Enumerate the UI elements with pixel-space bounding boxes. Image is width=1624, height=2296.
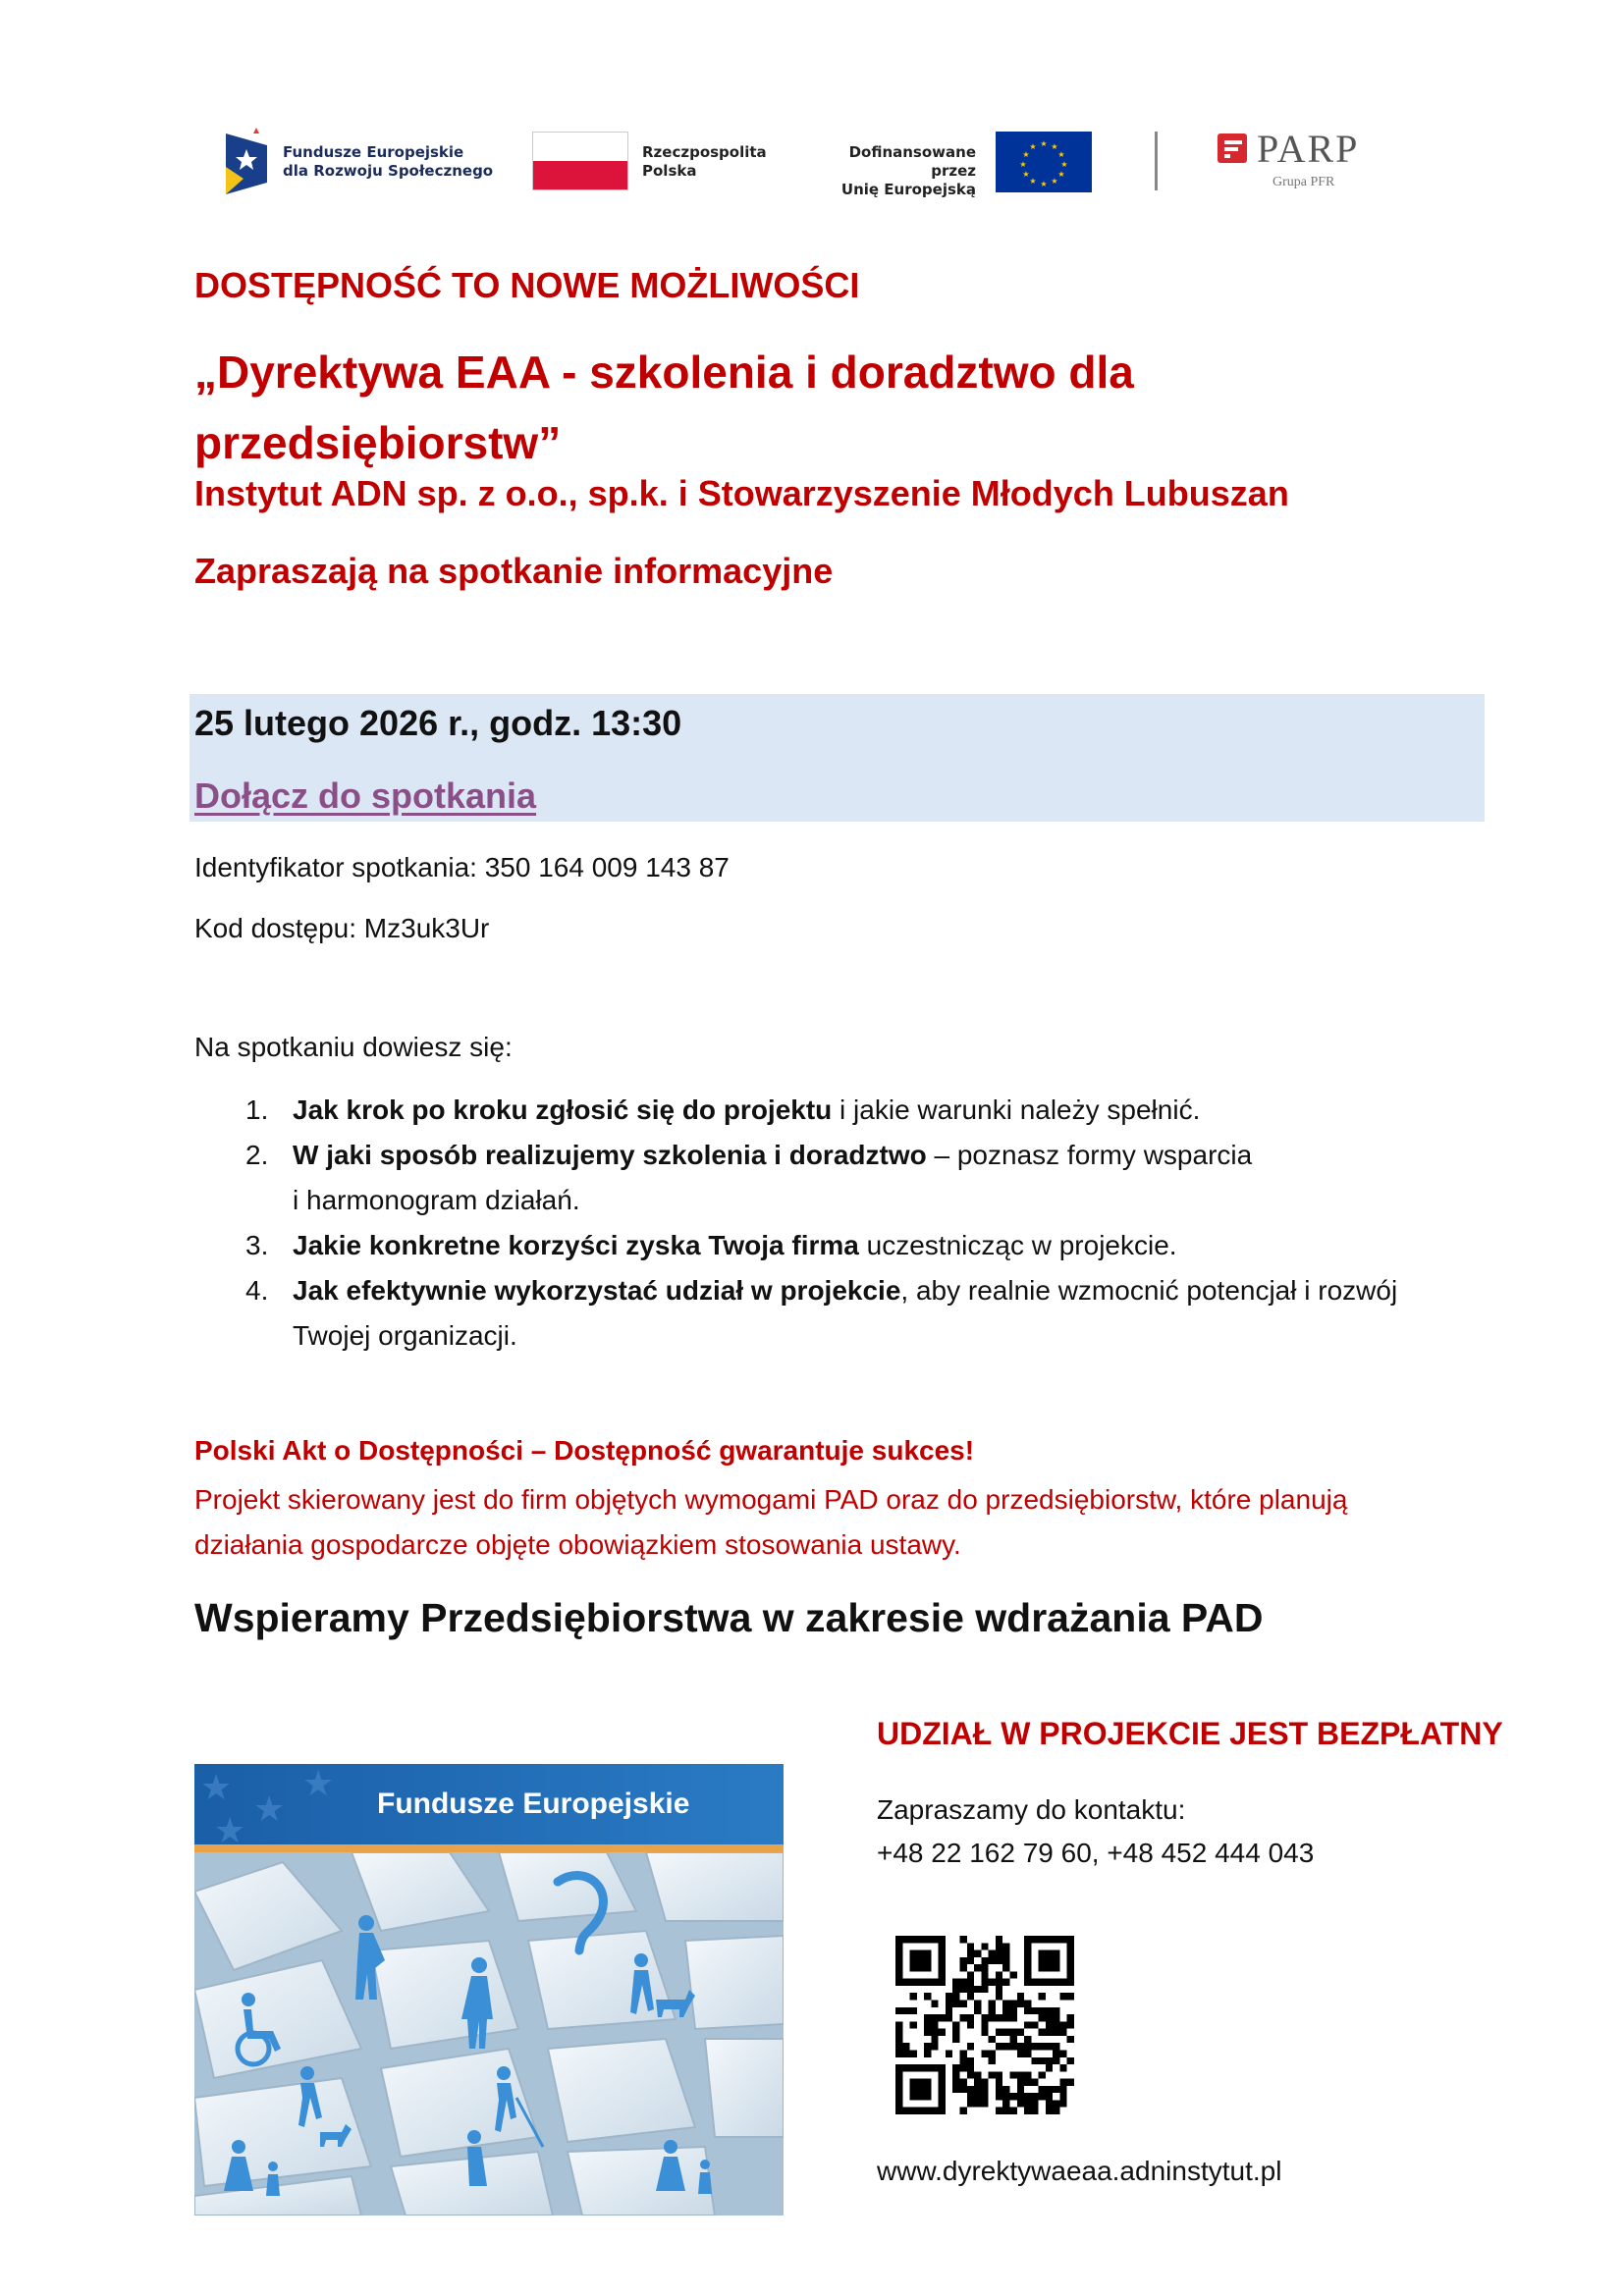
organizers: Instytut ADN sp. z o.o., sp.k. i Stowarzyszenie Młodych Lubuszan (194, 473, 1289, 513)
eu-flag-icon (996, 132, 1092, 192)
list-item-text: uczestnicząc w projekcie. (858, 1230, 1177, 1260)
list-item-bold: Jak efektywnie wykorzystać udział w projekcie (293, 1275, 901, 1306)
parp-mark-icon (1216, 132, 1249, 165)
meeting-date: 25 lutego 2026 r., godz. 13:30 (194, 703, 682, 743)
website-link[interactable]: www.dyrektywaeaa.adninstytut.pl (877, 2156, 1282, 2186)
svg-text:★: ★ (1040, 180, 1048, 188)
pad-line1: Projekt skierowany jest do firm objętych wymogami PAD oraz do przedsiębiorstw, które planują (194, 1484, 1348, 1515)
list-number: 3. (245, 1230, 269, 1260)
invitation: Zapraszają na spotkanie informacyjne (194, 551, 834, 591)
parp-subtitle: Grupa PFR (1272, 175, 1335, 189)
rzeczpospolita-logo (532, 132, 768, 190)
eu-cofunding-logo (803, 132, 1098, 198)
list-number: 2. (245, 1140, 269, 1170)
rp-line2: Polska (642, 162, 697, 180)
fe-line2: dla Rozwoju Społecznego (283, 162, 494, 180)
eu-logo-text (803, 143, 976, 199)
svg-text:★: ★ (1019, 160, 1027, 169)
qr-code[interactable] (895, 1936, 1074, 2114)
learn-list (245, 1088, 1492, 1359)
polish-flag-icon (532, 132, 628, 190)
meeting-id: Identyfikator spotkania: 350 164 009 143 87 (194, 852, 730, 882)
svg-text:★: ★ (1051, 142, 1058, 151)
list-item (245, 1133, 1492, 1223)
svg-text:★: ★ (1060, 160, 1068, 169)
svg-text:★: ★ (1051, 177, 1058, 186)
star-pattern-icon (194, 1764, 371, 1844)
contact-phones: +48 22 162 79 60, +48 452 444 043 (877, 1838, 1315, 1868)
list-item-text-cont: Twojej organizacji. (293, 1320, 517, 1351)
fundusze-europejskie-logo (224, 124, 518, 198)
logo-separator (1155, 132, 1158, 190)
fe-logo-text (283, 143, 493, 181)
accessibility-image (194, 1764, 784, 2216)
fe-line1: Fundusze Europejskie (283, 143, 464, 161)
eu-line2: Unię Europejską (840, 181, 976, 198)
list-item-text: i jakie warunki należy spełnić. (832, 1095, 1201, 1125)
support-heading: Wspieramy Przedsiębiorstwa w zakresie wdrażania PAD (194, 1595, 1264, 1640)
list-item (245, 1088, 1492, 1133)
photo-banner (194, 1764, 784, 1844)
free-participation: UDZIAŁ W PROJEKCIE JEST BEZPŁATNY (877, 1716, 1503, 1751)
svg-text:★: ★ (1057, 170, 1065, 179)
svg-text:★: ★ (1029, 177, 1037, 186)
pad-description (194, 1477, 1500, 1568)
svg-text:★: ★ (1029, 142, 1037, 151)
parp-logo (1216, 126, 1392, 196)
contact-info (877, 1789, 1314, 1875)
pad-line2: działania gospodarcze objęte obowiązkiem stosowania ustawy. (194, 1529, 961, 1560)
access-code: Kod dostępu: Mz3uk3Ur (194, 913, 490, 943)
list-item-bold: Jakie konkretne korzyści zyska Twoja firma (293, 1230, 859, 1260)
list-item (245, 1268, 1492, 1359)
tagline: DOSTĘPNOŚĆ TO NOWE MOŻLIWOŚCI (194, 265, 860, 305)
list-item-bold: W jaki sposób realizujemy szkolenia i doradztwo (293, 1140, 927, 1170)
parp-name: PARP (1257, 127, 1360, 171)
svg-text:★: ★ (1022, 150, 1030, 159)
join-meeting-link[interactable]: Dołącz do spotkania (194, 775, 537, 816)
fe-star-icon (224, 124, 271, 198)
svg-text:★: ★ (302, 1764, 335, 1804)
contact-intro: Zapraszamy do kontaktu: (877, 1794, 1186, 1825)
page-title: „Dyrektywa EAA - szkolenia i doradztwo dla przedsiębiorstw” (194, 347, 1134, 468)
pad-heading: Polski Akt o Dostępności – Dostępność gwarantuje sukces! (194, 1435, 975, 1466)
accessibility-icons-illustration (194, 1852, 784, 2216)
photo-stripe (194, 1844, 784, 1852)
photo-banner-text: Fundusze Europejskie (377, 1788, 690, 1820)
rp-line1: Rzeczpospolita (642, 143, 767, 161)
list-item-text: , aby realnie wzmocnić potencjał i rozwój (900, 1275, 1398, 1306)
list-item-text: – poznasz formy wsparcia (926, 1140, 1253, 1170)
list-item-text-cont: i harmonogram działań. (293, 1185, 580, 1215)
eu-line1: Dofinansowane przez (848, 143, 976, 180)
svg-text:★: ★ (214, 1811, 246, 1844)
list-number: 4. (245, 1275, 269, 1306)
svg-text:★: ★ (1040, 139, 1048, 148)
svg-text:★: ★ (253, 1789, 286, 1830)
svg-text:★: ★ (200, 1768, 233, 1808)
learn-intro: Na spotkaniu dowiesz się: (194, 1032, 513, 1062)
svg-text:★: ★ (1057, 150, 1065, 159)
list-number: 1. (245, 1095, 269, 1125)
svg-text:★: ★ (1022, 170, 1030, 179)
list-item-bold: Jak krok po kroku zgłosić się do projektu (293, 1095, 833, 1125)
list-item (245, 1223, 1492, 1268)
rp-logo-text (642, 143, 767, 181)
